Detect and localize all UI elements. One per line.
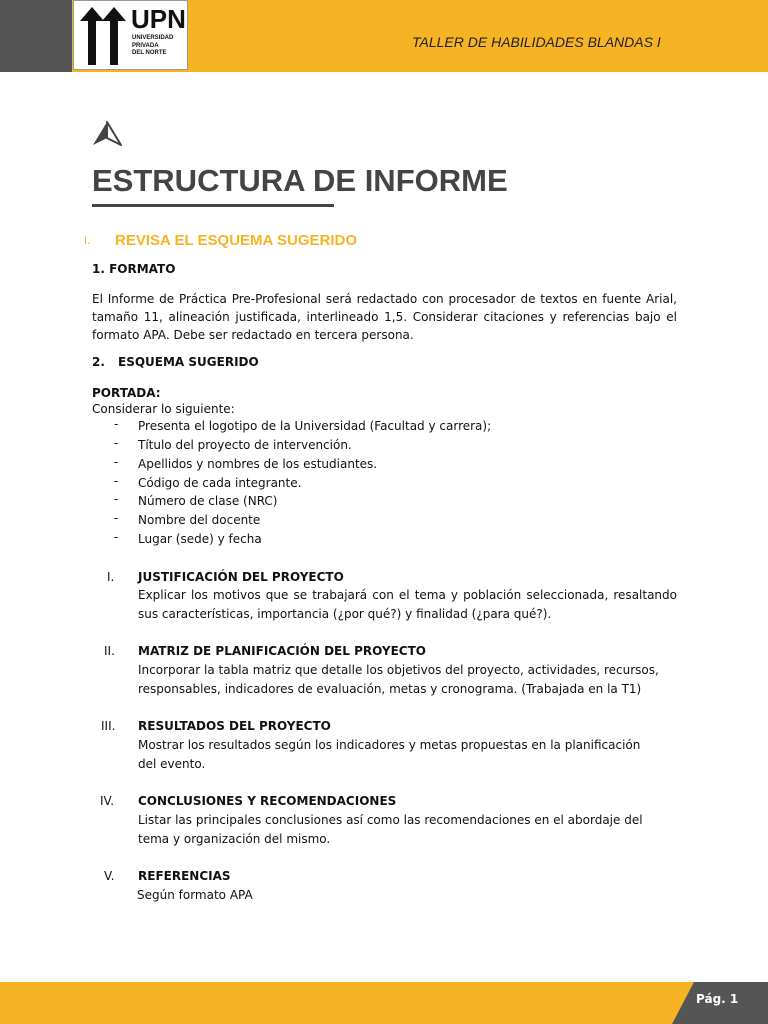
list-item: Nombre del docente: [138, 513, 261, 527]
conclusiones-body: Listar las principales conclusiones así como las recomendaciones en el abordaje del tema y organización del mismo.: [138, 813, 643, 846]
section-numeral: IV.: [100, 794, 115, 808]
document-title: ESTRUCTURA DE INFORME: [92, 163, 508, 198]
referencias-heading: REFERENCIAS: [138, 869, 231, 883]
justificacion-body: Explicar los motivos que se trabajará con el tema y población seleccionada, resaltando sus características, importancia (¿por qué?) y finalidad (¿para qué?).: [138, 588, 677, 621]
section-numeral: III.: [101, 719, 116, 733]
section-numeral: II.: [104, 644, 115, 658]
resultados-body: Mostrar los resultados según los indicadores y metas propuestas en la planificación del evento.: [138, 738, 641, 771]
list-item: Título del proyecto de intervención.: [138, 438, 352, 452]
page-number: Pág. 1: [696, 992, 739, 1006]
formato-heading: 1. FORMATO: [92, 262, 176, 276]
resultados-heading: RESULTADOS DEL PROYECTO: [138, 719, 331, 733]
portada-heading: PORTADA:: [92, 386, 161, 400]
list-item: Lugar (sede) y fecha: [138, 532, 262, 546]
list-bullet: -: [114, 436, 119, 450]
list-item: Presenta el logotipo de la Universidad (Facultad y carrera);: [138, 419, 492, 433]
list-bullet: -: [114, 530, 119, 544]
header-dark-block: [0, 0, 72, 72]
referencias-body: Según formato APA: [137, 888, 253, 902]
logo-text: UPN: [131, 4, 186, 34]
matriz-heading: MATRIZ DE PLANIFICACIÓN DEL PROYECTO: [138, 644, 426, 658]
list-item: Apellidos y nombres de los estudiantes.: [138, 457, 378, 471]
formato-body: El Informe de Práctica Pre-Profesional será redactado con procesador de textos en fuente Arial, tamaño 11, alineación justificada, interlineado 1,5. Considerar citaciones y referencias bajo el formato APA. Debe ser redactado en tercera persona.: [92, 292, 677, 342]
esquema-heading: ESQUEMA SUGERIDO: [118, 355, 259, 369]
list-bullet: -: [114, 474, 119, 488]
conclusiones-heading: CONCLUSIONES Y RECOMENDACIONES: [138, 794, 397, 808]
logo-subtitle: UNIVERSIDAD PRIVADA DEL NORTE: [132, 35, 174, 56]
section-number: I.: [84, 235, 91, 247]
university-logo: [73, 0, 188, 70]
portada-intro: Considerar lo siguiente:: [92, 402, 235, 416]
esquema-number: 2.: [92, 355, 105, 369]
list-bullet: -: [114, 455, 119, 469]
list-bullet: -: [114, 492, 119, 506]
section-title: REVISA EL ESQUEMA SUGERIDO: [115, 232, 357, 249]
section-numeral: I.: [107, 570, 115, 584]
list-bullet: -: [114, 417, 119, 431]
upn-arrow-logo-icon: [80, 7, 128, 65]
title-underline: [92, 204, 334, 207]
navigation-arrow-icon: [91, 121, 123, 147]
list-item: Número de clase (NRC): [138, 494, 278, 508]
footer-bar: [0, 982, 768, 1024]
list-bullet: -: [114, 511, 119, 525]
section-numeral: V.: [104, 869, 115, 883]
matriz-body: Incorporar la tabla matriz que detalle los objetivos del proyecto, actividades, recursos, responsables, indicadores de evaluación, metas y cronograma. (Trabajada en la T1): [138, 663, 659, 696]
course-title: TALLER DE HABILIDADES BLANDAS I: [412, 34, 661, 50]
list-item: Código de cada integrante.: [138, 476, 302, 490]
justificacion-heading: JUSTIFICACIÓN DEL PROYECTO: [138, 570, 344, 584]
